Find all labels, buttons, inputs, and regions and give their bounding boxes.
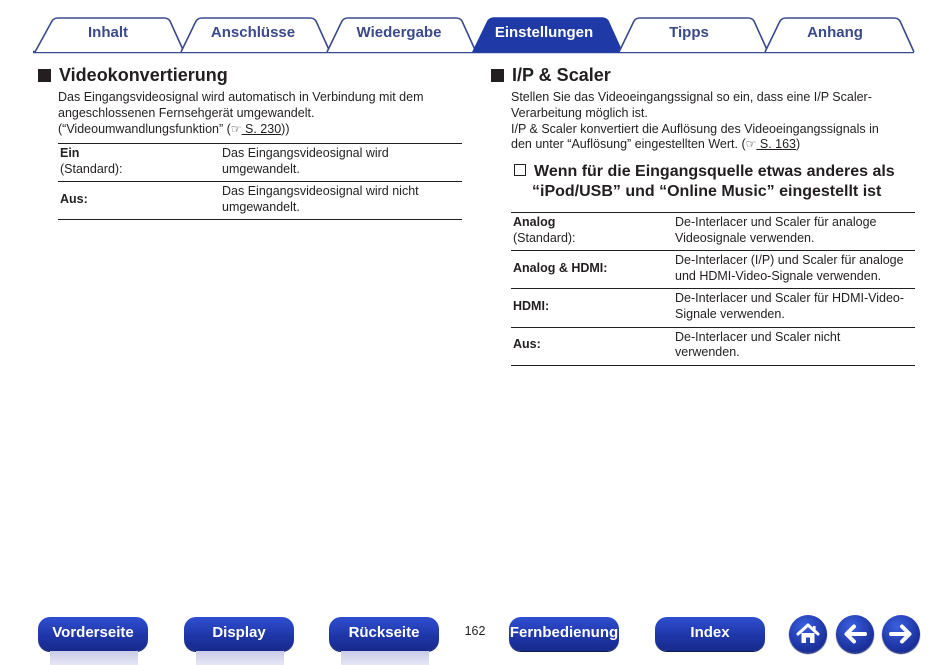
tab-einstellungen[interactable]: Einstellungen <box>494 24 594 41</box>
option-description <box>673 289 915 327</box>
description-line: verwenden. <box>675 345 740 360</box>
button-shadow <box>341 651 429 665</box>
checkbox-bullet-icon <box>514 164 526 176</box>
option-description <box>673 251 915 289</box>
option-key <box>511 327 673 365</box>
option-description <box>220 182 462 220</box>
description-line: Videosignale verwenden. <box>675 230 815 245</box>
option-description <box>673 327 915 365</box>
subheading <box>514 162 914 202</box>
intro-line <box>58 122 458 138</box>
intro-text: den unter “Auflösung” eingestellten Wert. ( <box>511 137 746 152</box>
description-line: De-Interlacer (I/P) und Scaler für analoge <box>675 253 904 268</box>
page-number: 162 <box>464 624 486 638</box>
settings-table-left <box>58 143 462 220</box>
tab-bar <box>0 0 950 56</box>
nav-button-rueckseite[interactable] <box>329 617 439 651</box>
option-key <box>511 213 673 251</box>
button-shadow <box>196 651 284 665</box>
nav-button-vorderseite[interactable] <box>38 617 148 651</box>
description-line: Signale verwenden. <box>675 306 785 321</box>
page-reference-link[interactable] <box>746 137 796 151</box>
table-row <box>511 251 915 289</box>
section-title-text: Videokonvertierung <box>59 65 228 85</box>
intro-line <box>511 137 916 153</box>
option-key <box>58 182 220 220</box>
nav-button-label: Vorderseite <box>52 624 134 641</box>
page-reference-text: S. 163 <box>756 137 797 152</box>
option-description <box>673 213 915 251</box>
intro-line: Stellen Sie das Videoeingangssignal so ein, dass eine I/P Scaler- <box>511 90 872 104</box>
option-label: Ein <box>60 146 80 160</box>
table-row <box>511 327 915 365</box>
description-line: Das Eingangsvideosignal wird <box>222 146 389 160</box>
intro-line: Das Eingangsvideosignal wird automatisch in Verbindung mit dem <box>58 90 424 104</box>
home-icon <box>789 615 827 653</box>
square-bullet-icon <box>491 69 504 82</box>
section-intro-right <box>511 90 916 153</box>
nav-button-label: Display <box>212 624 266 641</box>
option-default-label: (Standard): <box>513 230 576 245</box>
description-line: De-Interlacer und Scaler für HDMI-Video- <box>675 291 905 306</box>
option-label: Aus: <box>513 337 541 352</box>
option-label: Aus: <box>60 191 88 206</box>
page-reference-text: S. 230 <box>241 121 282 136</box>
home-button[interactable] <box>789 615 827 653</box>
section-intro-left <box>58 90 458 137</box>
tab-tipps[interactable]: Tipps <box>669 24 709 41</box>
subheading-line: “iPod/USB” und “Online Music” eingestellt ist <box>532 183 882 200</box>
description-line: umgewandelt. <box>222 161 300 176</box>
option-label: Analog & HDMI: <box>513 260 608 275</box>
intro-text: ) <box>796 137 801 152</box>
nav-button-label: Index <box>690 624 730 641</box>
table-row <box>58 144 462 182</box>
tab-inhalt[interactable]: Inhalt <box>88 24 128 41</box>
forward-button[interactable] <box>882 615 920 653</box>
option-description <box>220 144 462 182</box>
description-line: und HDMI-Video-Signale verwenden. <box>675 268 882 283</box>
intro-text: (“Videoumwandlungsfunktion” ( <box>58 121 231 136</box>
square-bullet-icon <box>38 69 51 82</box>
arrow-left-icon <box>836 615 874 653</box>
description-line: umgewandelt. <box>222 199 300 214</box>
page-reference-link[interactable] <box>231 122 281 136</box>
nav-button-label: Rückseite <box>348 624 420 641</box>
pointing-hand-icon: ☞ <box>230 121 242 136</box>
section-title-videokonvertierung <box>38 65 228 86</box>
nav-button-index[interactable] <box>655 617 765 651</box>
back-button[interactable] <box>836 615 874 653</box>
option-label: Analog <box>513 215 556 229</box>
subheading-line <box>514 162 914 182</box>
option-label: HDMI: <box>513 299 550 314</box>
section-title-text: I/P & Scaler <box>512 65 611 85</box>
tab-anhang[interactable]: Anhang <box>807 24 863 41</box>
button-shadow <box>50 651 138 665</box>
option-key <box>511 289 673 327</box>
table-row <box>58 182 462 220</box>
table-row <box>511 289 915 327</box>
nav-button-display[interactable] <box>184 617 294 651</box>
nav-button-fernbedienung[interactable] <box>509 617 619 651</box>
tab-anschluesse[interactable]: Anschlüsse <box>210 24 296 41</box>
arrow-right-icon <box>882 615 920 653</box>
description-line: Das Eingangsvideosignal wird nicht <box>222 184 419 199</box>
description-line: De-Interlacer und Scaler nicht <box>675 329 841 344</box>
option-key <box>58 144 220 182</box>
intro-line: Verarbeitung möglich ist. <box>511 105 648 120</box>
intro-line: I/P & Scaler konvertiert die Auflösung des Videoeingangssignals in <box>511 121 879 136</box>
nav-button-label: Fernbedienung <box>509 624 619 641</box>
intro-line: angeschlossenen Fernsehgerät umgewandelt. <box>58 105 315 120</box>
description-line: De-Interlacer und Scaler für analoge <box>675 215 877 229</box>
intro-text: )) <box>281 121 290 136</box>
settings-table-right <box>511 212 915 366</box>
pointing-hand-icon: ☞ <box>745 137 757 152</box>
table-row <box>511 213 915 251</box>
option-key <box>511 251 673 289</box>
option-default-label: (Standard): <box>60 161 123 176</box>
tab-wiedergabe[interactable]: Wiedergabe <box>356 24 442 41</box>
subheading-text: Wenn für die Eingangsquelle etwas anderes als <box>534 163 895 180</box>
section-title-ip-scaler <box>491 65 611 86</box>
